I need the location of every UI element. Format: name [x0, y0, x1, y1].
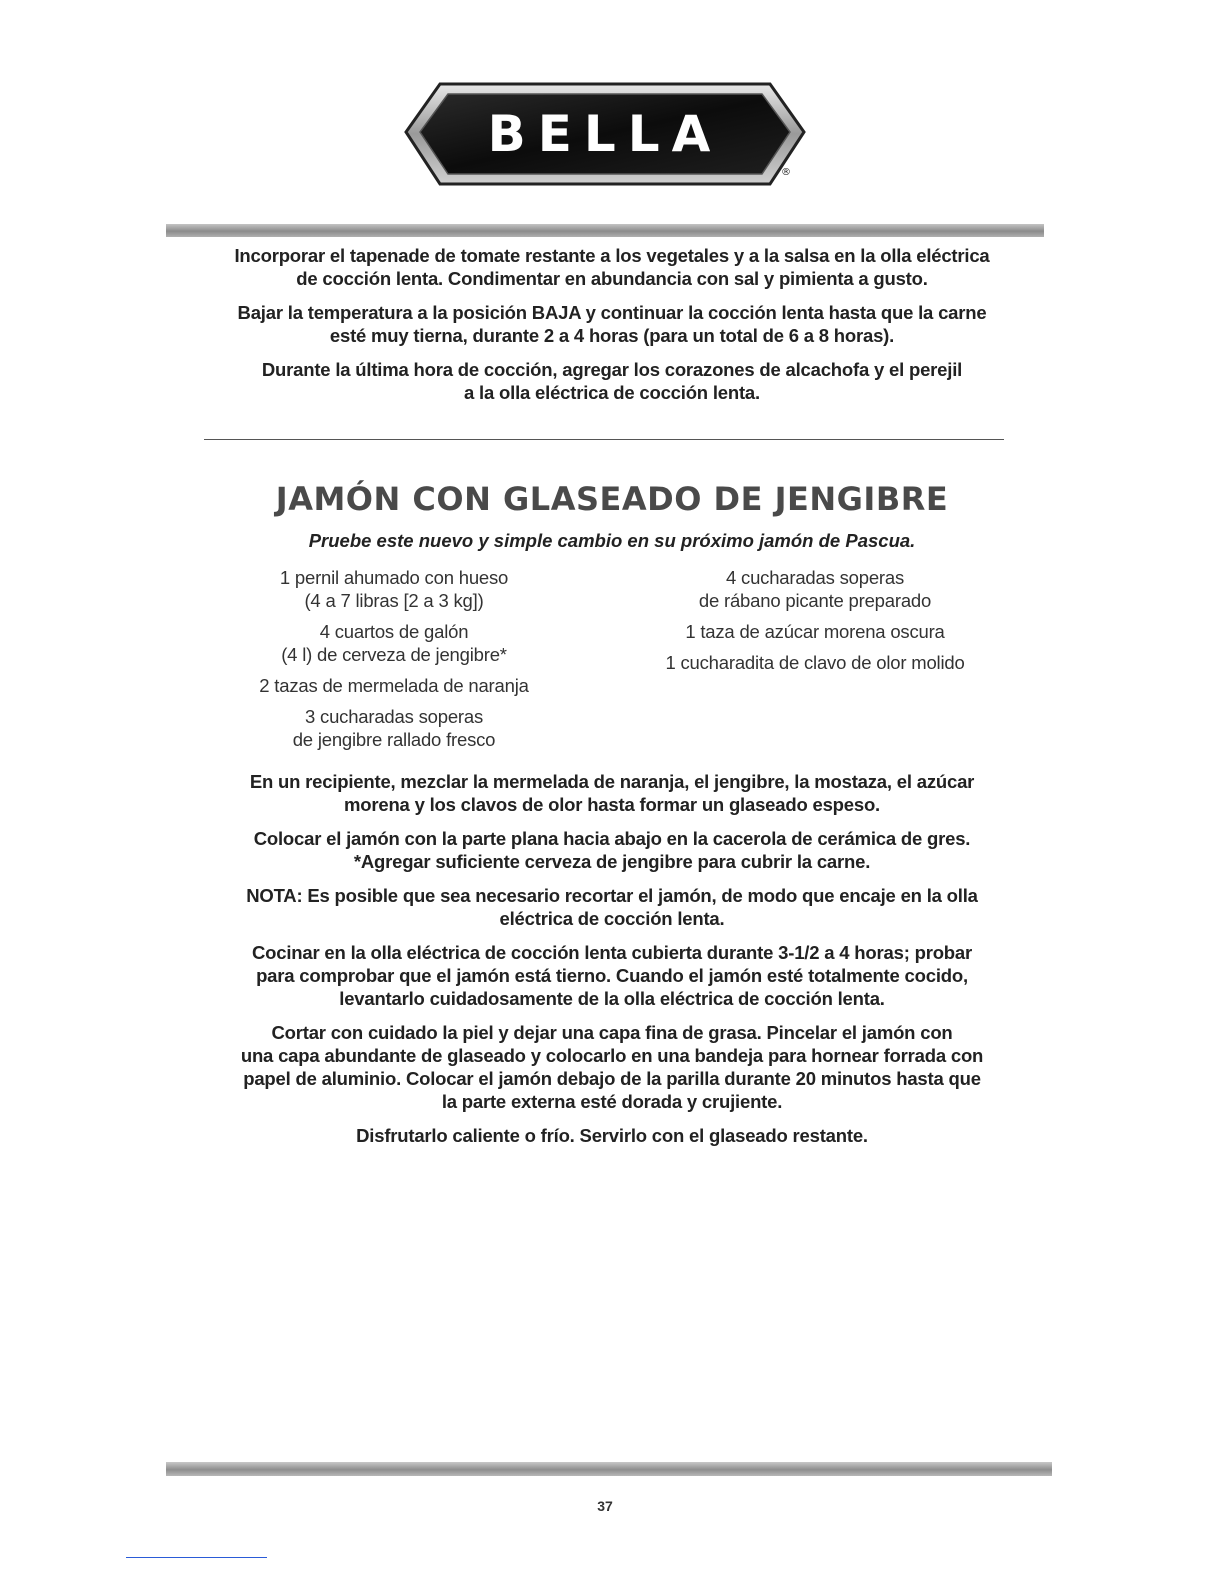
recipe-title: JAMÓN CON GLASEADO DE JENGIBRE	[275, 480, 949, 518]
ingredient-item: 1 pernil ahumado con hueso (4 a 7 libras [2 a 3 kg])	[279, 567, 509, 611]
header-rule	[166, 224, 1044, 237]
page-number: 37	[597, 1498, 613, 1514]
section-divider	[204, 439, 1004, 440]
registered-mark: ®	[781, 167, 791, 178]
ingredients-right-column	[640, 566, 990, 682]
intro-paragraph: Incorporar el tapenade de tomate restante a los vegetales y a la salsa en la olla eléctrica de cocción lenta. Condimentar en abundancia con sal y pimienta a gusto.	[234, 245, 990, 289]
ingredient-item: 3 cucharadas soperas de jengibre rallado fresco	[292, 706, 496, 750]
instruction-step: Cocinar en la olla eléctrica de cocción lenta cubierta durante 3-1/2 a 4 horas; probar para comprobar que el jamón está tierno. Cuando el jamón esté totalmente cocido, levantarlo cuidadosamente de la olla eléctrica de cocción lenta.	[252, 942, 972, 1009]
instruction-note: NOTA: Es posible que sea necesario recortar el jamón, de modo que encaje en la olla eléctrica de cocción lenta.	[246, 885, 978, 929]
footnote-separator	[126, 1557, 267, 1558]
instructions-section	[190, 770, 1034, 1158]
brand-name: BELLA	[487, 105, 723, 163]
ingredient-item: 2 tazas de mermelada de naranja	[259, 675, 529, 696]
recipe-subtitle: Pruebe este nuevo y simple cambio en su próximo jamón de Pascua.	[308, 530, 916, 551]
footer-rule	[166, 1462, 1052, 1476]
instruction-step: Colocar el jamón con la parte plana hacia abajo en la cacerola de cerámica de gres. *Agregar suficiente cerveza de jengibre para cubrir la carne.	[253, 828, 971, 872]
instruction-step: Cortar con cuidado la piel y dejar una capa fina de grasa. Pincelar el jamón con una capa abundante de glaseado y colocarlo en una bandeja para hornear forrada con papel de aluminio. Colocar el jamón debajo de la parilla durante 20 minutos hasta que la parte externa esté dorada y crujiente.	[240, 1022, 984, 1112]
intro-paragraph: Durante la última hora de cocción, agregar los corazones de alcachofa y el perejil a la olla eléctrica de cocción lenta.	[261, 359, 963, 403]
intro-paragraph: Bajar la temperatura a la posición BAJA y continuar la cocción lenta hasta que la carne esté muy tierna, durante 2 a 4 horas (para un total de 6 a 8 horas).	[237, 302, 987, 346]
ingredient-item: 1 taza de azúcar morena oscura	[685, 621, 945, 642]
instruction-step: En un recipiente, mezclar la mermelada de naranja, el jengibre, la mostaza, el azúcar morena y los clavos de olor hasta formar un glaseado espeso.	[249, 771, 975, 815]
instruction-step: Disfrutarlo caliente o frío. Servirlo con el glaseado restante.	[356, 1125, 868, 1146]
ingredients-left-column	[234, 566, 554, 759]
bella-logo	[400, 78, 810, 193]
ingredient-item: 1 cucharadita de clavo de olor molido	[665, 652, 965, 673]
ingredient-item: 4 cuartos de galón (4 l) de cerveza de jengibre*	[281, 621, 507, 665]
ingredient-item: 4 cucharadas soperas de rábano picante preparado	[698, 567, 932, 611]
intro-section	[180, 244, 1044, 415]
